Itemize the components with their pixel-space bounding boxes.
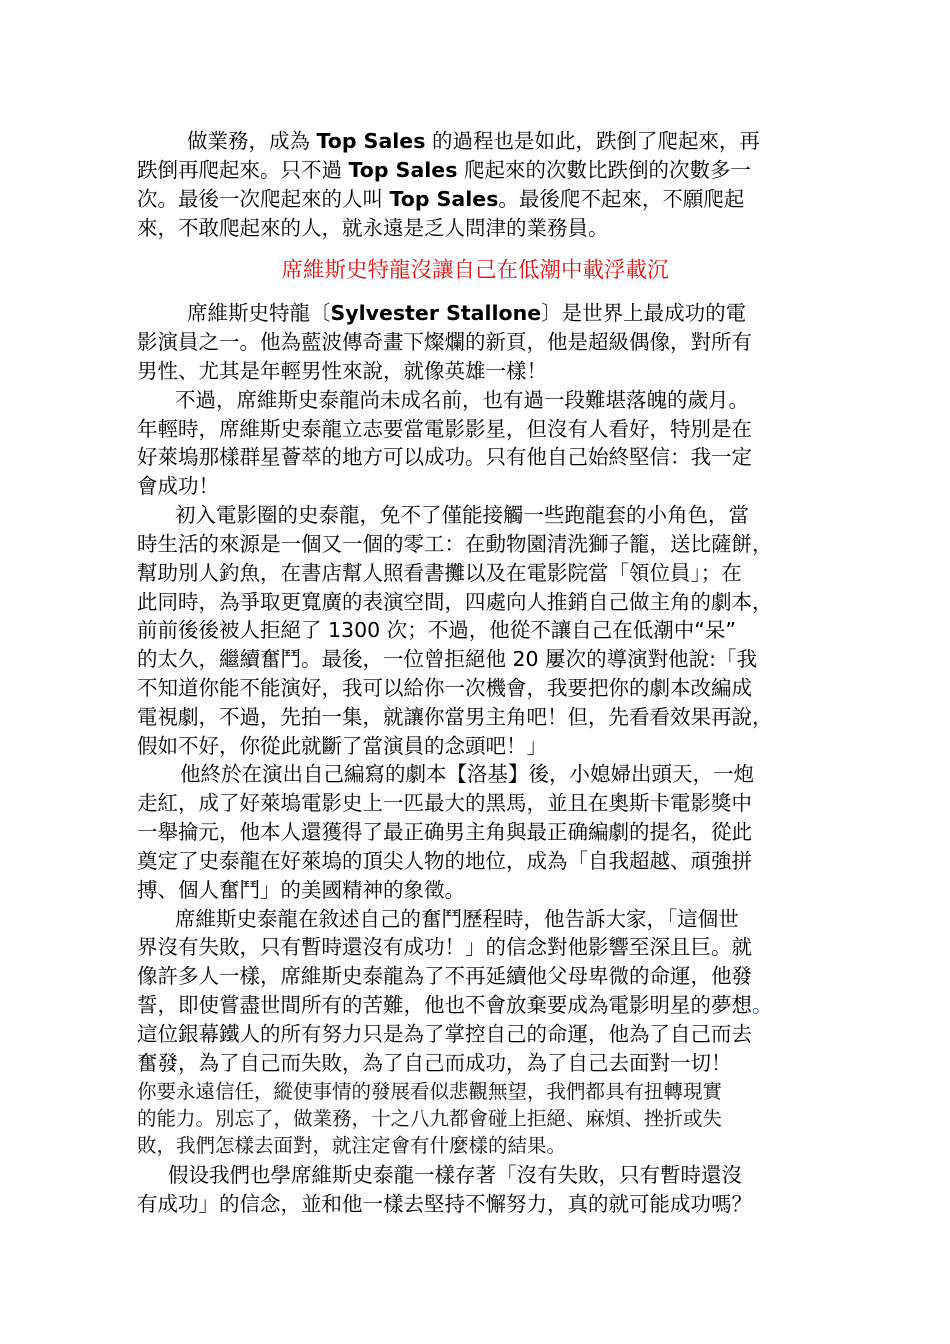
paragraph-2-line-3: 男性、尤其是年輕男性來說，就像英雄一樣！ [137, 359, 547, 383]
text: 〕是世界上最成功的電 [541, 301, 747, 325]
actor-english-name: Sylvester Stallone [330, 301, 542, 325]
paragraph-3-line-2: 年輕時，席維斯史泰龍立志要當電影影星，但沒有人看好，特別是在 [137, 417, 752, 441]
paragraph-1-line-3 [137, 185, 744, 213]
text: 。最後爬不起來，不願爬起 [498, 187, 745, 211]
paragraph-4-line-1: 初入電影圈的史泰龍，免不了僅能接觸一些跑龍套的小角色，當 [175, 503, 749, 527]
paragraph-7-line-2: 的能力。別忘了，做業務，十之八九都會碰上拒絕、麻煩、挫折或失 [137, 1107, 723, 1130]
paragraph-3-line-3: 好萊塢那樣群星薈萃的地方可以成功。只有他自己始終堅信：我一定 [137, 445, 752, 469]
text: 的過程也是如此，跌倒了爬起來，再 [425, 129, 760, 153]
top-sales-term: Top Sales [389, 187, 499, 211]
paragraph-6-line-6: 奮發，為了自己而失敗，為了自己而成功，為了自己去面對一切！ [137, 1051, 732, 1075]
text: 次。最後一次爬起來的人叫 [137, 187, 390, 211]
paragraph-4-line-9: 假如不好，你從此就斷了當演員的念頭吧！」 [137, 734, 547, 758]
blue-period: 。 [752, 993, 773, 1017]
paragraph-2-line-1 [187, 299, 746, 327]
top-sales-term: Top Sales [348, 158, 458, 182]
text: 爬起來的次數比跌倒的次數多一 [457, 158, 751, 182]
paragraph-5-line-5: 搏、個人奮鬥」的美國精神的象徵。 [137, 878, 465, 902]
paragraph-4-line-6: 的太久，繼續奮鬥。最後，一位曾拒絕他 20 屢次的導演對他說:「我 [137, 647, 758, 671]
paragraph-4-line-8: 電視劇，不過，先拍一集，就讓你當男主角吧！但，先看看效果再說， [137, 705, 773, 729]
paragraph-4-line-4: 此同時，為爭取更寬廣的表演空間，四處向人推銷自己做主角的劇本， [137, 590, 773, 614]
paragraph-4-line-7: 不知道你能不能演好，我可以給你一次機會，我要把你的劇本改編成 [137, 676, 752, 700]
section-heading: 席維斯史特龍沒讓自己在低潮中載浮載沉 [281, 258, 669, 283]
paragraph-5-line-2: 走紅，成了好萊塢電影史上一匹最大的黑馬，並且在奧斯卡電影獎中 [137, 791, 752, 815]
paragraph-3-line-4: 會成功！ [137, 474, 219, 498]
paragraph-6-line-5: 這位銀幕鐵人的所有努力只是為了掌控自己的命運，他為了自己而去 [137, 1022, 752, 1046]
paragraph-4-line-3: 幫助別人釣魚，在書店幫人照看書攤以及在電影院當「領位員」；在 [137, 561, 742, 585]
text: 誓，即使嘗盡世間所有的苦難，他也不會放棄要成為電影明星的夢想 [137, 993, 752, 1017]
paragraph-7-line-3: 敗，我們怎樣去面對，就注定會有什麼樣的結果。 [137, 1134, 567, 1157]
paragraph-6-line-2: 界沒有失敗，只有暫時還沒有成功！」的信念對他影響至深且巨。就 [137, 935, 752, 959]
paragraph-6-line-1: 席維斯史泰龍在敘述自己的奮鬥歷程時，他告訴大家，「這個世 [175, 907, 739, 931]
text: 跌倒再爬起來。只不過 [137, 158, 349, 182]
paragraph-6-line-3: 像許多人一樣，席維斯史泰龍為了不再延續他父母卑微的命運，他發 [137, 964, 752, 988]
paragraph-1-line-2 [137, 156, 751, 184]
text: 席維斯史特龍〔 [187, 301, 331, 325]
paragraph-3-line-1: 不過，席維斯史泰龍尚未成名前，也有過一段難堪落魄的歲月。 [175, 388, 749, 412]
paragraph-7-line-1: 你要永遠信任，縱使事情的發展看似悲觀無望，我們都具有扭轉現實 [137, 1080, 723, 1103]
text: 做業務，成為 [187, 129, 317, 153]
paragraph-8-line-1: 假设我們也學席維斯史泰龍一樣存著「沒有失敗，只有暫時還沒 [168, 1163, 742, 1187]
paragraph-1-line-1 [187, 127, 760, 155]
paragraph-4-line-5: 前前後後被人拒絕了 1300 次；不過，他從不讓自己在低潮中“呆” [137, 618, 736, 642]
paragraph-1-line-4: 來，不敢爬起來的人，就永遠是乏人問津的業務員。 [137, 216, 609, 240]
paragraph-4-line-2: 時生活的來源是一個又一個的零工：在動物園清洗獅子籠，送比薩餅， [137, 532, 773, 556]
paragraph-5-line-4: 奠定了史泰龍在好萊塢的頂尖人物的地位，成為「自我超越、頑強拼 [137, 849, 752, 873]
top-sales-term: Top Sales [316, 129, 426, 153]
paragraph-2-line-2: 影演員之一。他為藍波傳奇畫下燦爛的新頁，他是超級偶像，對所有 [137, 330, 752, 354]
paragraph-5-line-1: 他終於在演出自己編寫的劇本【洛基】後，小媳婦出頭天，一炮 [180, 762, 754, 786]
paragraph-8-line-2: 有成功」的信念，並和他一樣去堅持不懈努力，真的就可能成功嗎？ [137, 1192, 752, 1216]
paragraph-6-line-4 [137, 991, 773, 1019]
paragraph-5-line-3: 一舉掄元，他本人還獲得了最正确男主角與最正确編劇的提名，從此 [137, 820, 752, 844]
